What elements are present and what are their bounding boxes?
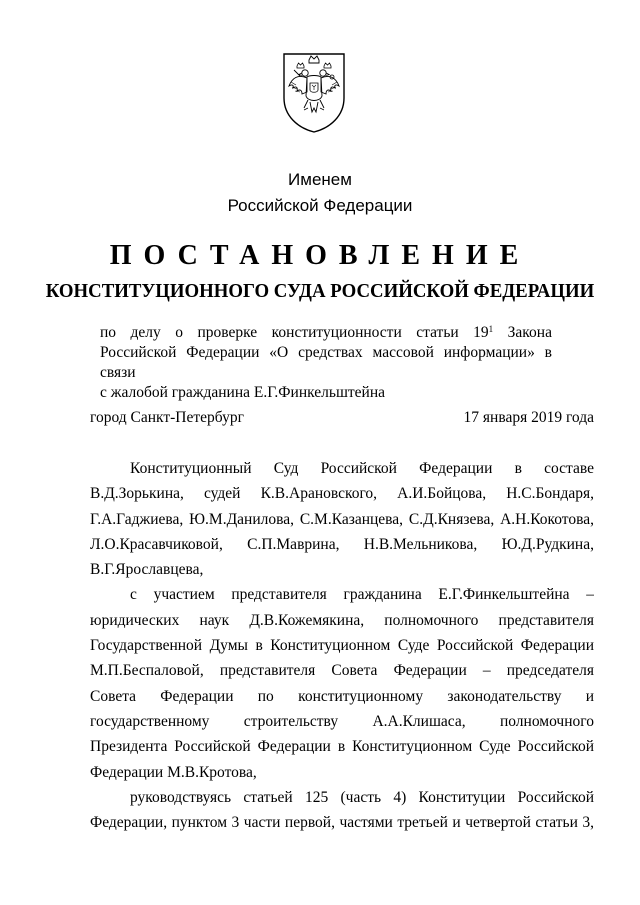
body-line: юридических наук Д.В.Кожемякина, полномочного представителя: [90, 611, 594, 629]
body-line: Совета Федерации по конституционному законодательству и: [90, 687, 594, 705]
body-line: Л.О.Красавчиковой, С.П.Маврина, Н.В.Мельникова, Ю.Д.Рудкина,: [90, 535, 594, 553]
document-body: [90, 456, 594, 835]
case-subject-line-1-text: по делу о проверке конституционности статьи 19: [100, 324, 489, 341]
document-title: ПОСТАНОВЛЕНИЕ: [109, 240, 531, 271]
body-line: руководствуясь статьей 125 (часть 4) Конституции Российской: [130, 788, 594, 806]
document-date: 17 января 2019 года: [463, 409, 594, 426]
document-subtitle: КОНСТИТУЦИОННОГО СУДА РОССИЙСКОЙ ФЕДЕРАЦИИ: [45, 280, 595, 302]
body-line: Президента Российской Федерации в Конституционном Суде Российской: [90, 738, 594, 756]
body-line: В.Г.Ярославцева,: [90, 561, 204, 579]
body-line: с участием представителя гражданина Е.Г.Финкельштейна –: [130, 586, 594, 604]
preamble-line-2: Российской Федерации: [227, 196, 413, 215]
city: город Санкт-Петербург: [90, 409, 244, 426]
body-line: В.Д.Зорькина, судей К.В.Арановского, А.И.Бойцова, Н.С.Бондаря,: [90, 485, 594, 503]
case-subject-line-1: [100, 323, 552, 343]
body-line: М.П.Беспаловой, представителя Совета Федерации – председателя: [90, 662, 594, 680]
case-subject-line-1-end: Закона: [493, 324, 552, 341]
body-line: государственному строительству А.А.Клишаса, полномочного: [90, 712, 594, 730]
body-line: Конституционный Суд Российской Федерации в составе: [130, 460, 594, 477]
body-line: Г.А.Гаджиева, Ю.М.Данилова, С.М.Казанцева, С.Д.Князева, А.Н.Кокотова,: [90, 510, 594, 528]
preamble-line-1: Именем: [288, 170, 352, 189]
case-subject-line-2: Российской Федерации «О средствах массовой информации» в связи: [100, 344, 552, 381]
body-line: Федерации, пунктом 3 части первой, частями третьей и четвертой статьи 3,: [90, 814, 594, 832]
case-subject: [100, 323, 552, 403]
article-superscript: 1: [488, 324, 494, 334]
body-line: Федерации М.В.Кротова,: [90, 763, 257, 781]
coat-of-arms-emblem: [280, 48, 348, 134]
body-line: Государственной Думы в Конституционном Суде Российской Федерации: [90, 637, 594, 655]
case-subject-line-3: с жалобой гражданина Е.Г.Финкельштейна: [100, 384, 386, 401]
